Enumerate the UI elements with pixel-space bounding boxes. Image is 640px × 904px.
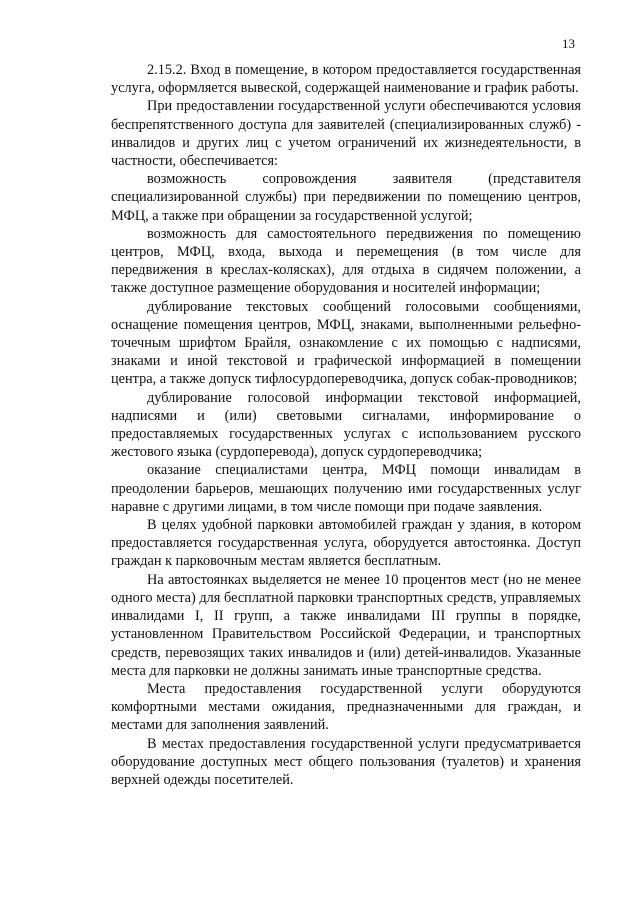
document-body	[111, 61, 581, 789]
page-number: 13	[562, 36, 575, 51]
paragraph-specialist-assistance: оказание специалистами центра, МФЦ помощи инвалидам в преодолении барьеров, мешающих получению ими государственных услуг наравне с другими лицами, в том числе помощи при подаче заявления.	[111, 462, 581, 515]
paragraph-accessibility-conditions: При предоставлении государственной услуги обеспечиваются условия беспрепятственного доступа для заявителей (специализированных служб) - инвалидов и других лиц с учетом ограничений их жизнедеятельности, в частности, обеспечивается:	[111, 98, 581, 170]
paragraph-waiting-areas: Места предоставления государственной услуги оборудуются комфортными местами ожидания, предназначенными для граждан, и местами для заполнения заявлений.	[111, 680, 581, 734]
paragraph-disabled-parking: На автостоянках выделяется не менее 10 процентов мест (но не менее одного места) для бесплатной парковки транспортных средств, управляемых инвалидами I, II групп, а также инвалидами III группы в порядке, установленном Правительством Российской Федерации, и транспортных средств, перевозящих таких инвалидов и (или) детей-инвалидов. Указанные места для парковки не должны занимать иные транспортные средства.	[111, 571, 581, 679]
paragraph-restrooms-cloakroom: В местах предоставления государственной услуги предусматривается оборудование доступных мест общего пользования (туалетов) и хранения верхней одежды посетителей.	[111, 735, 581, 788]
paragraph-voice-duplication: дублирование голосовой информации текстовой информацией, надписями и (или) световыми сигналами, информирование о предоставляемых государственных услугах с использованием русского жестового языка (сурдоперевода), допуск сурдопереводчика;	[111, 389, 581, 461]
paragraph-parking: В целях удобной парковки автомобилей граждан у здания, в котором предоставляется государственная услуга, оборудуется автостоянка. Доступ граждан к парковочным местам является бесплатным.	[111, 517, 581, 570]
paragraph-independent-movement: возможность для самостоятельного передвижения по помещению центров, МФЦ, входа, выхода и перемещения (в том числе для передвижения в креслах-колясках), для отдыха в сидячем положении, а также доступное размещение оборудования и носителей информации;	[111, 225, 581, 297]
paragraph-entrance-signage: 2.15.2. Вход в помещение, в котором предоставляется государственная услуга, оформляется вывеской, содержащей наименование и график работы.	[111, 62, 581, 97]
paragraph-text-duplication: дублирование текстовых сообщений голосовыми сообщениями, оснащение помещения центров, МФЦ, знаками, выполненными рельефно-точечным шрифтом Брайля, ознакомление с их помощью с надписями, знаками и иной текстовой и графической информацией в помещении центра, а также допуск тифлосурдопереводчика, допуск собак-проводников;	[111, 298, 581, 388]
paragraph-escort: возможность сопровождения заявителя (представителя специализированной службы) при передвижении по помещению центров, МФЦ, а также при обращении за государственной услугой;	[111, 171, 581, 224]
